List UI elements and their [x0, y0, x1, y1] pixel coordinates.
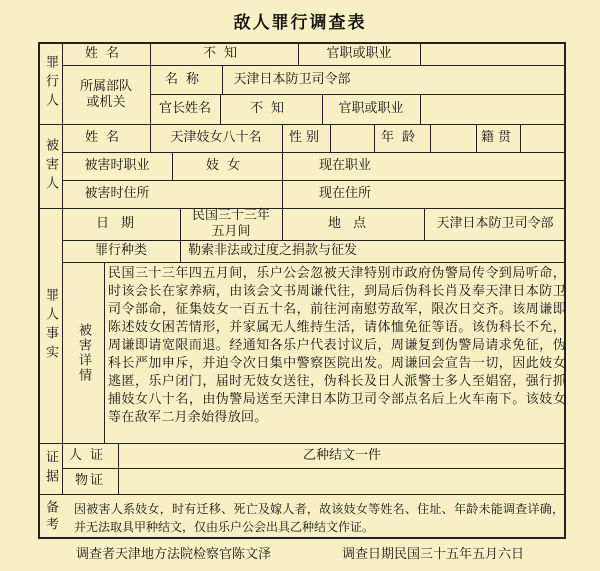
crime-place-label: 地点: [327, 216, 378, 231]
rule: [420, 42, 421, 65]
section-offender: 罪行人: [43, 54, 58, 112]
section-victim: 被害人: [43, 137, 58, 195]
form-title: 敌人罪行调查表: [233, 13, 367, 33]
rule: [430, 124, 431, 152]
chief-position-header: 官职或职业: [338, 101, 404, 116]
victim-name-label: 姓名: [84, 130, 127, 145]
chief-name-value: 不知: [249, 101, 292, 116]
current-address-label: 现在住所: [318, 186, 371, 201]
material-evidence-label: 物证: [74, 473, 105, 488]
witness-value: 乙种结文一件: [302, 447, 381, 463]
offender-unit-label: 所属部队或机关: [79, 78, 132, 110]
crime-date-label: 日期: [95, 216, 146, 231]
crime-detail-label: 被害详情: [76, 322, 91, 383]
crime-detail-text: 民国三十三年四五月间，乐户公会忽被天津特别市政府伪警局传令到局听命，时该会长在家养病，由该会文书周谦代往，到局后伪科长肖及奉天津日本防卫司令部命，征集妓女一百五十名，前往河南慰劳敌军，限次日交齐。该周谦即陈述妓女困苦情形，并家属无人维持生活，请体恤免征等语。该伪科长不允，周谦即请宽限而退。经通知各乐户代表讨议后，周谦复到伪警局请求免征，伪科长严加申斥，并迫令次日集中警察医院出发。周谦回会宣告一切，因此妓女逃匿，乐户闭门，届时无妓女送往，伪科长及日人派警士多人至娼窑，强行抓捕妓女八十名，由伪警局送至天津日本防卫司令部点名后上火车南下。该妓女等在敌军二月余始得放回。: [108, 266, 566, 425]
rule: [420, 94, 421, 124]
investigator-line: 调查者天津地方法院检察官陈文泽: [76, 547, 272, 562]
section-remarks: 备考: [43, 499, 58, 534]
chief-name-label: 官长姓名: [158, 101, 211, 116]
section-evidence: 证据: [43, 449, 58, 488]
rule: [520, 124, 521, 152]
rule: [62, 468, 566, 469]
unit-name-label: 名称: [164, 71, 207, 87]
crime-date-value: 民国三十三年五月间: [191, 208, 270, 239]
age-label: 年龄: [380, 130, 423, 145]
witness-label: 人证: [68, 447, 111, 463]
current-job-label: 现在职业: [318, 158, 371, 173]
crime-type-value: 勒索非法或过度之捐款与征发: [188, 243, 358, 258]
crime-type-label: 罪行种类: [94, 243, 147, 258]
rule: [330, 124, 331, 152]
section-crime-facts: 罪人事实: [43, 287, 58, 364]
former-job-value: 妓女: [205, 158, 248, 173]
unit-name-value: 天津日本防卫司令部: [233, 71, 351, 87]
rule: [38, 494, 566, 495]
former-job-label: 被害时职业: [84, 158, 150, 173]
crime-place-value: 天津日本防卫司令部: [436, 216, 554, 231]
sex-label: 性别: [288, 130, 323, 145]
former-address-label: 被害时住所: [84, 186, 150, 201]
origin-label: 籍贯: [480, 130, 515, 145]
offender-position-header: 官职或职业: [326, 45, 392, 61]
rule: [62, 262, 566, 263]
remarks-text: 因被害人系妓女，时有迁移、死亡及嫁人者，故该妓女等姓名、住址、年龄未能调查详确，并无法取具甲种结文，仅由乐户公会出具乙种结文作证。: [74, 502, 564, 534]
rule: [104, 262, 105, 443]
victim-name-value: 天津妓女八十名: [170, 130, 262, 145]
investigation-date-line: 调查日期民国三十五年五月六日: [342, 547, 525, 562]
offender-name-value: 不知: [202, 45, 245, 61]
offender-name-label: 姓名: [84, 45, 127, 61]
